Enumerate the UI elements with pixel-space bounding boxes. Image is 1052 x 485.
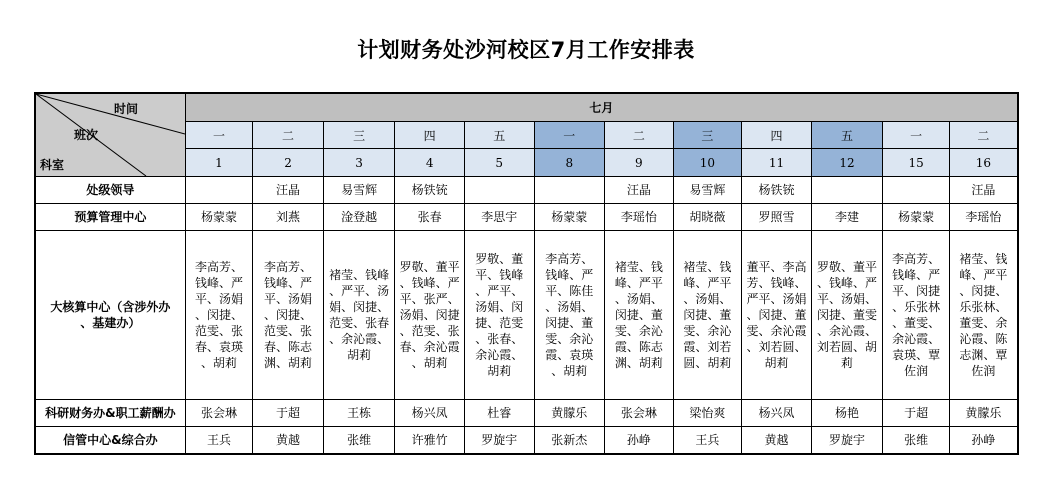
weekday-cell: 一 xyxy=(534,121,605,149)
staff-cell: 黄越 xyxy=(742,427,812,455)
staff-cell xyxy=(534,177,605,204)
staff-cell: 胡晓薇 xyxy=(673,204,742,231)
staff-cell: 李高芳、 钱峰、严 平、闵捷 、乐张林 、董雯、 余沁霞、 袁瑛、覃 佐润 xyxy=(883,231,950,400)
staff-cell: 张新杰 xyxy=(534,427,605,455)
date-cell: 12 xyxy=(811,149,883,177)
staff-cell: 褚莹、钱峰 、严平、汤 娟、闵捷、 范雯、张春 、余沁霞、 胡莉 xyxy=(323,231,395,400)
dept-name-cell: 信管中心&综合办 xyxy=(35,427,185,455)
staff-cell xyxy=(811,177,883,204)
date-cell: 10 xyxy=(673,149,742,177)
staff-cell: 罗旋宇 xyxy=(811,427,883,455)
row-info-center xyxy=(35,427,1018,455)
staff-cell: 易雪辉 xyxy=(673,177,742,204)
weekday-cell: 五 xyxy=(464,121,534,149)
staff-cell: 许雅竹 xyxy=(395,427,465,455)
weekday-cell: 三 xyxy=(323,121,395,149)
staff-cell: 褚莹、钱 峰、严平 、汤娟、 闵捷、董 雯、余沁 霞、刘若 圆、胡莉 xyxy=(673,231,742,400)
date-cell: 16 xyxy=(949,149,1018,177)
staff-cell: 李建 xyxy=(811,204,883,231)
date-cell: 4 xyxy=(395,149,465,177)
dept-name-cell: 处级领导 xyxy=(35,177,185,204)
staff-cell: 汪晶 xyxy=(253,177,324,204)
staff-cell: 褚莹、钱 峰、严平 、汤娟、 闵捷、董 雯、余沁 霞、陈志 渊、胡莉 xyxy=(605,231,674,400)
staff-cell: 罗敬、董平 、钱峰、严 平、汤娟、 闵捷、董雯 、余沁霞、 刘若圆、胡 莉 xyxy=(811,231,883,400)
dept-label: 科室 xyxy=(40,158,65,172)
weekday-cell: 一 xyxy=(185,121,253,149)
weekday-cell: 二 xyxy=(605,121,674,149)
staff-cell: 王兵 xyxy=(185,427,253,455)
date-cell: 9 xyxy=(605,149,674,177)
staff-cell: 淦登越 xyxy=(323,204,395,231)
staff-cell: 刘燕 xyxy=(253,204,324,231)
date-cell: 1 xyxy=(185,149,253,177)
dept-name-cell: 科研财务办&职工薪酬办 xyxy=(35,400,185,427)
staff-cell: 汪晶 xyxy=(605,177,674,204)
date-cell: 11 xyxy=(742,149,812,177)
staff-cell: 罗旋宇 xyxy=(464,427,534,455)
staff-cell: 易雪辉 xyxy=(323,177,395,204)
row-accounting-center xyxy=(35,231,1018,400)
staff-cell: 张维 xyxy=(323,427,395,455)
staff-cell: 梁怡爽 xyxy=(673,400,742,427)
staff-cell: 王兵 xyxy=(673,427,742,455)
staff-cell: 张会琳 xyxy=(185,400,253,427)
staff-cell: 杨兴凤 xyxy=(742,400,812,427)
date-cell: 3 xyxy=(323,149,395,177)
date-cell: 2 xyxy=(253,149,324,177)
row-budget-center xyxy=(35,204,1018,231)
staff-cell: 杨兴凤 xyxy=(395,400,465,427)
staff-cell: 李高芳、 钱峰、严 平、汤娟 、闵捷、 范雯、张 春、陈志 渊、胡莉 xyxy=(253,231,324,400)
staff-cell xyxy=(883,177,950,204)
staff-cell: 张维 xyxy=(883,427,950,455)
header-corner-cell xyxy=(35,93,185,177)
time-label: 时间 xyxy=(114,102,139,116)
staff-cell: 孙峥 xyxy=(949,427,1018,455)
weekday-cell: 四 xyxy=(395,121,465,149)
weekday-cell: 二 xyxy=(253,121,324,149)
staff-cell: 杜睿 xyxy=(464,400,534,427)
staff-cell: 张会琳 xyxy=(605,400,674,427)
staff-cell: 黄朦乐 xyxy=(534,400,605,427)
month-header: 七月 xyxy=(185,93,1018,121)
date-cell: 8 xyxy=(534,149,605,177)
staff-cell: 杨艳 xyxy=(811,400,883,427)
staff-cell: 罗照雪 xyxy=(742,204,812,231)
staff-cell: 孙峥 xyxy=(605,427,674,455)
staff-cell: 李思宇 xyxy=(464,204,534,231)
staff-cell: 董平、李高 芳、钱峰、 严平、汤娟 、闵捷、董 雯、余沁霞 、刘若圆、 胡莉 xyxy=(742,231,812,400)
weekday-cell: 二 xyxy=(949,121,1018,149)
staff-cell: 李瑶怡 xyxy=(949,204,1018,231)
dept-name-cell: 大核算中心（含涉外办 、基建办） xyxy=(35,231,185,400)
staff-cell: 杨蒙蒙 xyxy=(185,204,253,231)
staff-cell: 于超 xyxy=(253,400,324,427)
staff-cell xyxy=(185,177,253,204)
staff-cell xyxy=(464,177,534,204)
staff-cell: 褚莹、钱 峰、严平 、闵捷、 乐张林、 董雯、余 沁霞、陈 志渊、覃 佐润 xyxy=(949,231,1018,400)
shift-label: 班次 xyxy=(74,128,99,142)
row-leaders xyxy=(35,177,1018,204)
staff-cell: 杨铁铳 xyxy=(742,177,812,204)
staff-cell: 黄越 xyxy=(253,427,324,455)
weekday-cell: 三 xyxy=(673,121,742,149)
weekday-cell: 四 xyxy=(742,121,812,149)
weekday-cell: 五 xyxy=(811,121,883,149)
staff-cell: 罗敬、董 平、钱峰 、严平、 汤娟、闵 捷、范雯 、张春、 余沁霞、 胡莉 xyxy=(464,231,534,400)
staff-cell: 张春 xyxy=(395,204,465,231)
dept-name-cell: 预算管理中心 xyxy=(35,204,185,231)
staff-cell: 杨蒙蒙 xyxy=(883,204,950,231)
staff-cell: 王栋 xyxy=(323,400,395,427)
page-title: 计划财务处沙河校区7月工作安排表 xyxy=(357,38,695,62)
staff-cell: 于超 xyxy=(883,400,950,427)
staff-cell: 李高芳、 钱峰、严 平、陈佳 、汤娟、 闵捷、董 雯、余沁 霞、袁瑛 、胡莉 xyxy=(534,231,605,400)
staff-cell: 李高芳、 钱峰、严 平、汤娟 、闵捷、 范雯、张 春、袁瑛 、胡莉 xyxy=(185,231,253,400)
staff-cell: 汪晶 xyxy=(949,177,1018,204)
staff-cell: 杨蒙蒙 xyxy=(534,204,605,231)
date-cell: 5 xyxy=(464,149,534,177)
staff-cell: 李瑶怡 xyxy=(605,204,674,231)
staff-cell: 杨铁铳 xyxy=(395,177,465,204)
schedule-table xyxy=(34,92,1019,455)
row-research-finance xyxy=(35,400,1018,427)
staff-cell: 罗敬、董平 、钱峰、严 平、张严、 汤娟、闵捷 、范雯、张 春、余沁霞 、胡莉 xyxy=(395,231,465,400)
staff-cell: 黄朦乐 xyxy=(949,400,1018,427)
date-cell: 15 xyxy=(883,149,950,177)
weekday-cell: 一 xyxy=(883,121,950,149)
